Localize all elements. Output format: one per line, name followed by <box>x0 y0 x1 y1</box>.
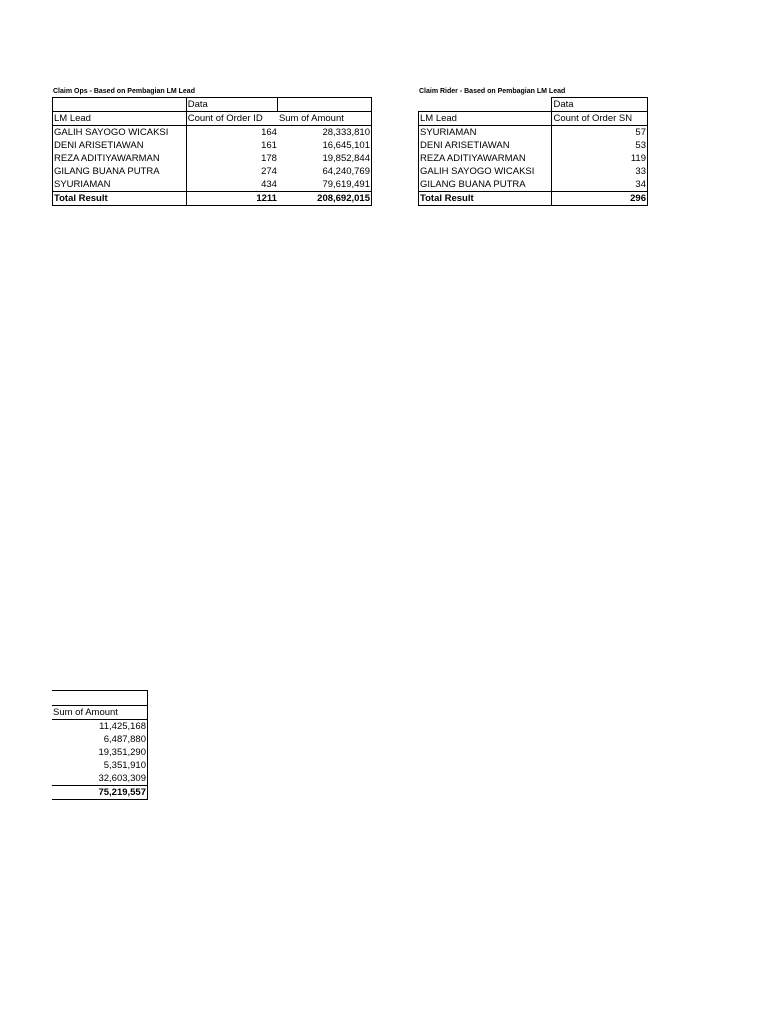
row-sum: 64,240,769 <box>278 165 372 178</box>
table-row <box>53 165 372 178</box>
claim-ops-pivot-table <box>52 97 372 206</box>
total-sum: 75,219,557 <box>52 786 148 800</box>
row-sum: 79,619,491 <box>278 178 372 192</box>
table-row <box>419 165 648 178</box>
row-sum: 28,333,810 <box>278 126 372 140</box>
row-label: GALIH SAYOGO WICAKSI <box>53 126 187 140</box>
row-count: 161 <box>186 139 278 152</box>
row-sum: 16,645,101 <box>278 139 372 152</box>
row-sum: 32,603,309 <box>52 772 148 786</box>
data-header: Data <box>552 98 648 112</box>
row-sum: 19,852,844 <box>278 152 372 165</box>
row-count: 34 <box>552 178 648 192</box>
right-table-caption: Claim Rider - Based on Pembagian LM Lead <box>419 88 566 95</box>
row-label: SYURIAMAN <box>419 126 552 140</box>
column-header-sum: Sum of Amount <box>52 706 148 720</box>
total-label: Total Result <box>419 192 552 206</box>
row-label: REZA ADITIYAWARMAN <box>419 152 552 165</box>
table-row <box>419 139 648 152</box>
row-sum: 11,425,168 <box>52 720 148 734</box>
row-label: GILANG BUANA PUTRA <box>53 165 187 178</box>
column-header-row <box>419 112 648 126</box>
data-header-row <box>419 98 648 112</box>
total-count: 296 <box>552 192 648 206</box>
row-label: GALIH SAYOGO WICAKSI <box>419 165 552 178</box>
column-header-lm-lead: LM Lead <box>53 112 187 126</box>
claim-rider-pivot-table <box>418 97 648 206</box>
row-label: GILANG BUANA PUTRA <box>419 178 552 192</box>
table-row <box>52 720 148 734</box>
blank-header-row <box>52 691 148 706</box>
total-sum: 208,692,015 <box>278 192 372 206</box>
table-row <box>52 733 148 746</box>
column-header-row <box>52 706 148 720</box>
column-header-lm-lead: LM Lead <box>419 112 552 126</box>
total-row <box>53 192 372 206</box>
data-header-row <box>53 98 372 112</box>
column-header-count: Count of Order ID <box>186 112 278 126</box>
row-label: REZA ADITIYAWARMAN <box>53 152 187 165</box>
row-count: 119 <box>552 152 648 165</box>
row-label: SYURIAMAN <box>53 178 187 192</box>
column-header-row <box>53 112 372 126</box>
row-count: 274 <box>186 165 278 178</box>
row-label: DENI ARISETIAWAN <box>419 139 552 152</box>
table-row <box>419 126 648 140</box>
data-header: Data <box>186 98 278 112</box>
table-row <box>53 126 372 140</box>
table-row <box>419 152 648 165</box>
amount-fragment-table <box>52 690 148 800</box>
total-row <box>52 786 148 800</box>
total-row <box>419 192 648 206</box>
total-label: Total Result <box>53 192 187 206</box>
table-row <box>419 178 648 192</box>
row-sum: 6,487,880 <box>52 733 148 746</box>
row-label: DENI ARISETIAWAN <box>53 139 187 152</box>
row-count: 178 <box>186 152 278 165</box>
table-row <box>53 152 372 165</box>
row-sum: 19,351,290 <box>52 746 148 759</box>
column-header-count: Count of Order SN <box>552 112 648 126</box>
column-header-sum: Sum of Amount <box>278 112 372 126</box>
row-count: 434 <box>186 178 278 192</box>
table-row <box>52 746 148 759</box>
table-row <box>52 759 148 772</box>
table-row <box>53 139 372 152</box>
row-count: 57 <box>552 126 648 140</box>
row-count: 33 <box>552 165 648 178</box>
row-count: 53 <box>552 139 648 152</box>
table-row <box>53 178 372 192</box>
row-sum: 5,351,910 <box>52 759 148 772</box>
row-count: 164 <box>186 126 278 140</box>
left-table-caption: Claim Ops - Based on Pembagian LM Lead <box>53 88 195 95</box>
total-count: 1211 <box>186 192 278 206</box>
table-row <box>52 772 148 786</box>
